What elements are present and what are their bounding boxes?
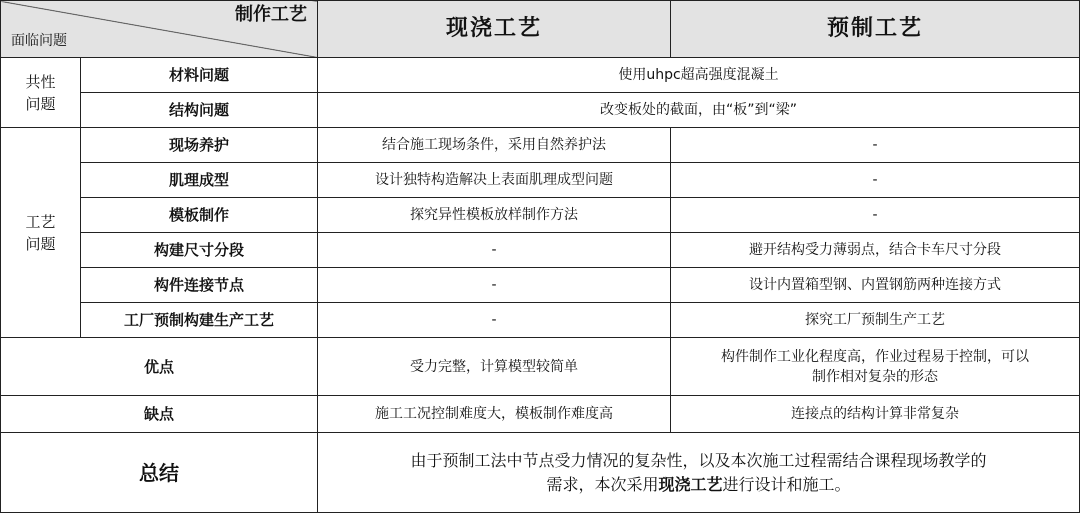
group-label-line: 工艺 xyxy=(25,212,56,231)
cast-in-place-pros-cell: 受力完整，计算模型较简单 xyxy=(318,338,671,396)
cast-in-place-cell: 探究异性模板放样制作方法 xyxy=(318,198,671,233)
table-row xyxy=(1,233,1080,268)
group-label-line: 问题 xyxy=(25,234,56,253)
row-label: 构件连接节点 xyxy=(81,268,318,303)
cast-in-place-cell: - xyxy=(318,303,671,338)
summary-label: 总结 xyxy=(1,433,318,513)
row-label: 肌理成型 xyxy=(81,163,318,198)
table-row xyxy=(1,128,1080,163)
row-label: 材料问题 xyxy=(81,58,318,93)
summary-text-cell xyxy=(318,433,1080,513)
group-label-line: 问题 xyxy=(25,94,56,113)
row-label: 工厂预制构建生产工艺 xyxy=(81,303,318,338)
cast-in-place-cell: - xyxy=(318,268,671,303)
summary-line-prefix: 需求，本次采用 xyxy=(546,474,659,494)
table-row xyxy=(1,198,1080,233)
cons-row xyxy=(1,396,1080,433)
precast-cell: - xyxy=(671,128,1080,163)
precast-cell: - xyxy=(671,198,1080,233)
cast-in-place-cell: 结合施工现场条件，采用自然养护法 xyxy=(318,128,671,163)
cast-in-place-cell: 设计独特构造解决上表面肌理成型问题 xyxy=(318,163,671,198)
precast-pros-cell xyxy=(671,338,1080,396)
precast-pros-line: 构件制作工业化程度高，作业过程易于控制，可以 xyxy=(721,348,1029,365)
cast-in-place-cons-cell: 施工工况控制难度大，模板制作难度高 xyxy=(318,396,671,433)
group-label-line: 共性 xyxy=(25,72,56,91)
summary-line: 由于预制工法中节点受力情况的复杂性，以及本次施工过程需结合课程现场教学的 xyxy=(410,450,987,470)
corner-bottom-label: 面临问题 xyxy=(11,33,67,49)
cast-in-place-cell: - xyxy=(318,233,671,268)
merged-cell: 改变板处的截面，由“板”到“梁” xyxy=(318,93,1080,128)
table-row xyxy=(1,163,1080,198)
precast-cell: 探究工厂预制生产工艺 xyxy=(671,303,1080,338)
merged-cell: 使用uhpc超高强度混凝土 xyxy=(318,58,1080,93)
cast-in-place-header: 现浇工艺 xyxy=(318,1,671,58)
row-label: 结构问题 xyxy=(81,93,318,128)
table-row xyxy=(1,58,1080,93)
summary-line-suffix: 进行设计和施工。 xyxy=(722,474,851,494)
precast-cell: - xyxy=(671,163,1080,198)
table-row xyxy=(1,268,1080,303)
row-label: 现场养护 xyxy=(81,128,318,163)
precast-cell: 避开结构受力薄弱点，结合卡车尺寸分段 xyxy=(671,233,1080,268)
common-issues-group-cell xyxy=(1,58,81,128)
row-label: 构建尺寸分段 xyxy=(81,233,318,268)
precast-header: 预制工艺 xyxy=(671,1,1080,58)
precast-cell: 设计内置箱型钢、内置钢筋两种连接方式 xyxy=(671,268,1080,303)
cons-label: 缺点 xyxy=(1,396,318,433)
pros-label: 优点 xyxy=(1,338,318,396)
corner-header-cell xyxy=(1,1,318,58)
precast-cons-cell: 连接点的结构计算非常复杂 xyxy=(671,396,1080,433)
summary-row xyxy=(1,433,1080,513)
corner-top-label: 制作工艺 xyxy=(235,4,307,25)
summary-emphasis: 现浇工艺 xyxy=(658,474,723,494)
table-row xyxy=(1,93,1080,128)
pros-row xyxy=(1,338,1080,396)
row-label: 模板制作 xyxy=(81,198,318,233)
summary-line xyxy=(318,473,1079,497)
process-issues-group-cell xyxy=(1,128,81,338)
header-row xyxy=(1,1,1080,58)
table-row xyxy=(1,303,1080,338)
precast-pros-line: 制作相对复杂的形态 xyxy=(812,368,938,385)
